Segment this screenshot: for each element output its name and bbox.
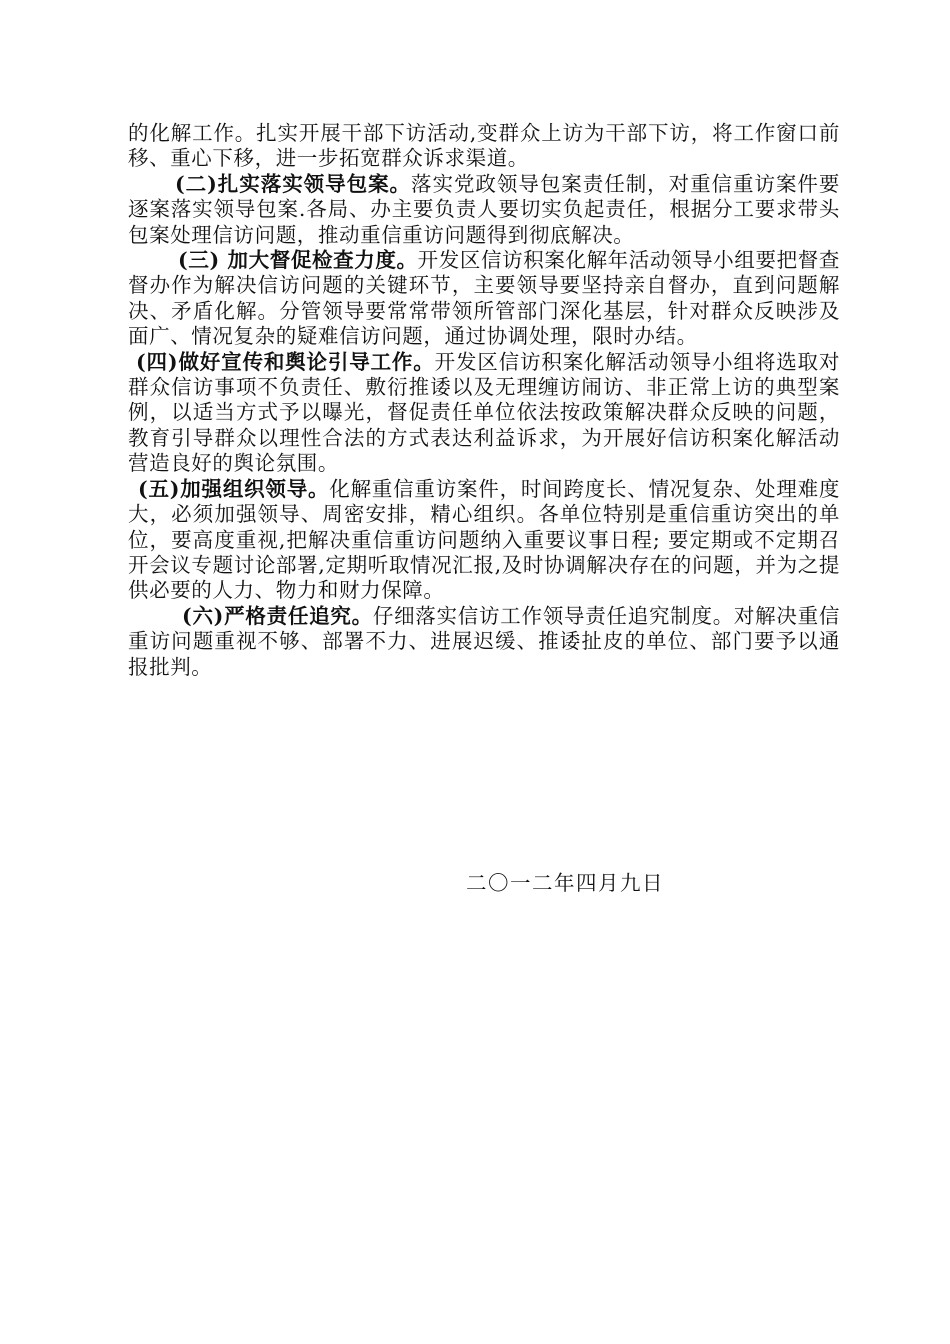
paragraph-3-text: 开发区信访积案化解年活动领导小组要把督查督办作为解决信访问题的关键环节，主要领导要坚持亲自督办，直到问题解决、矛盾化解。分管领导要常常带领所管部门深化基层，针对群众反映涉及面广、情况复杂的疑难信访问题，通过协调处理，限时办结。 xyxy=(128,248,840,349)
paragraph-2-heading: (二)扎实落实领导包案。 xyxy=(175,171,412,196)
paragraph-5-heading: (五)加强组织领导。 xyxy=(138,476,330,501)
document-body xyxy=(128,121,840,680)
paragraph-1-text: 的化解工作。扎实开展干部下访活动,变群众上访为干部下访，将工作窗口前移、重心下移，进一步拓宽群众诉求渠道。 xyxy=(128,121,840,171)
paragraph-1 xyxy=(128,121,840,172)
paragraph-5-text: 化解重信重访案件，时间跨度长、情况复杂、处理难度大，必须加强领导、周密安排，精心组织。各单位特别是重信重访突出的单位，要高度重视,把解决重信重访问题纳入重要议事日程; 要定期或不定期召开会议专题讨论部署,定期听取情况汇报,及时协调解决存在的问题，并为之提供必要的人力、物力和财力保障。 xyxy=(128,476,840,603)
paragraph-6-heading: (六)严格责任追究。 xyxy=(182,603,373,628)
paragraph-4 xyxy=(128,350,840,477)
paragraph-4-heading: (四)做好宣传和舆论引导工作。 xyxy=(136,349,435,374)
paragraph-3 xyxy=(128,248,840,350)
paragraph-4-text: 开发区信访积案化解活动领导小组将选取对群众信访事项不负责任、敷衍推诿以及无理缠访闹访、非正常上访的典型案例，以适当方式予以曝光，督促责任单位依法按政策解决群众反映的问题，教育引导群众以理性合法的方式表达利益诉求，为开展好信访积案化解活动营造良好的舆论氛围。 xyxy=(128,349,840,476)
paragraph-6-text: 仔细落实信访工作领导责任追究制度。对解决重信重访问题重视不够、部署不力、进展迟缓、推诿扯皮的单位、部门要予以通报批判。 xyxy=(128,603,841,679)
paragraph-3-heading: (三) 加大督促检查力度。 xyxy=(178,248,418,273)
paragraph-2 xyxy=(128,172,840,248)
paragraph-5 xyxy=(128,477,840,604)
paragraph-6 xyxy=(128,604,840,680)
paragraph-2-text: 落实党政领导包案责任制，对重信重访案件要逐案落实领导包案.各局、办主要负责人要切实负起责任，根据分工要求带头包案处理信访问题，推动重信重访问题得到彻底解决。 xyxy=(128,171,840,247)
document-date: 二〇一二年四月九日 xyxy=(466,871,664,895)
